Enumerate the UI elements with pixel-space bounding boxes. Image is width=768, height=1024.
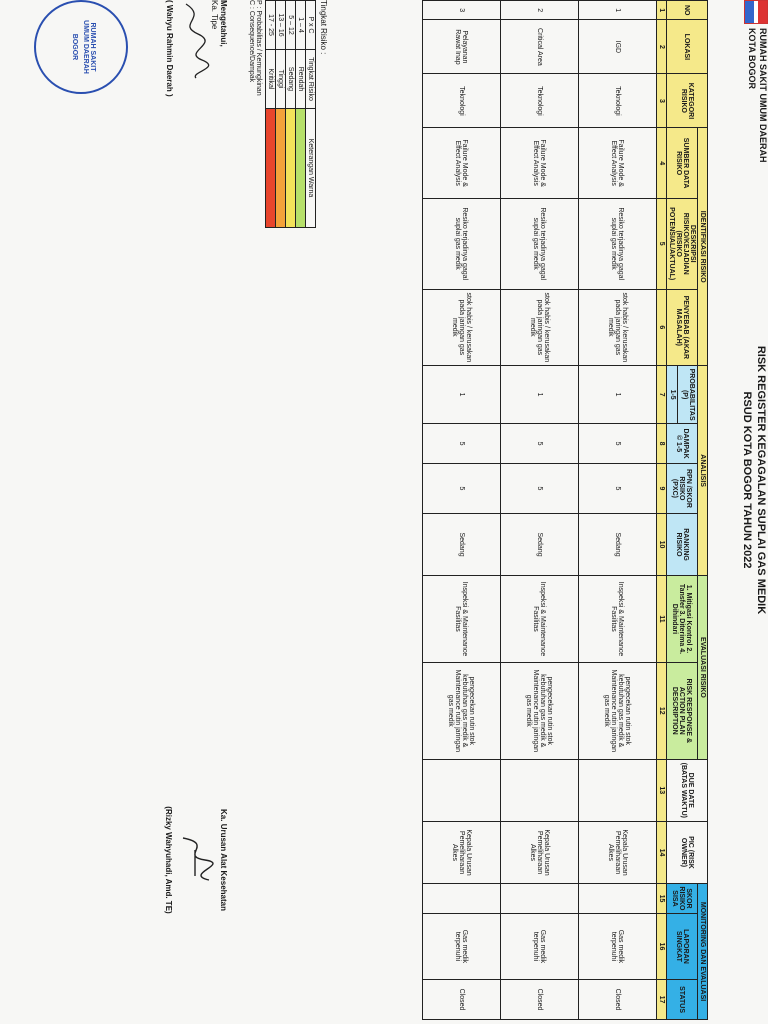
cell-lokasi: Pelayanan Rawat Inap [423, 20, 501, 74]
col-probabilitas: PROBABILITAS (P) [678, 366, 698, 424]
column-number: 12 [657, 662, 667, 759]
cell-penyebab: stok habis / kerusakan pada jaringan gas medik [579, 289, 657, 365]
cell-penyebab: stok habis / kerusakan pada jaringan gas medik [501, 289, 579, 365]
cell-due [579, 759, 657, 821]
left-signature-title: Ka. Tipe [210, 0, 219, 30]
col-lokasi: LOKASI [667, 20, 708, 74]
table-row [501, 1, 579, 1020]
legend-row [296, 1, 306, 228]
institution-line-1: RUMAH SAKIT UMUM DAERAH [758, 28, 768, 163]
column-number: 9 [657, 463, 667, 513]
column-number: 8 [657, 424, 667, 464]
cell-rpn: 5 [579, 463, 657, 513]
legend-level: Rendah [296, 50, 306, 109]
stamp-text-1: RUMAH SAKIT [89, 22, 96, 72]
column-number: 3 [657, 74, 667, 128]
cell-status: Closed [501, 980, 579, 1020]
cell-no: 2 [501, 1, 579, 20]
legend-row [266, 1, 276, 228]
cell-lokasi: IGD [579, 20, 657, 74]
col-rpn: RPN /SKOR RISIKO (PXC) [667, 463, 698, 513]
cell-ranking: Sedang [579, 513, 657, 575]
legend-note-p: P : Probabilitas / Kemungkinan [255, 0, 262, 96]
title-line-2: RSUD KOTA BOGOR TAHUN 2022 [741, 391, 753, 569]
col-kategori: KATEGORI RISIKO [667, 74, 708, 128]
cell-p: 1 [501, 366, 579, 424]
group-evaluasi: EVALUASI RISIKO [698, 576, 708, 760]
cell-ranking: Sedang [423, 513, 501, 575]
legend-range: 1 – 4 [296, 1, 306, 50]
cell-rpn: 5 [501, 463, 579, 513]
legend-row [286, 1, 296, 228]
legend-range: 5 – 12 [286, 1, 296, 50]
column-number: 13 [657, 759, 667, 821]
col-penyebab: PENYEBAB (AKAR MASALAH) [667, 289, 698, 365]
legend-level: Tinggi [276, 50, 286, 109]
column-number: 15 [657, 884, 667, 914]
left-signature-name: ( Wahyu Rahmin Daerah ) [165, 0, 174, 97]
column-number: 14 [657, 821, 667, 883]
cell-p: 1 [423, 366, 501, 424]
col-sumber: SUMBER DATA RISIKO [667, 128, 698, 198]
legend-note-c: C : Consequence/Dampak [248, 0, 255, 83]
right-signature-block [164, 770, 228, 950]
col-due: DUE DATE (BATAS WAKTU) [667, 759, 708, 821]
legend-col-pxc: P x C [306, 1, 316, 50]
legend-swatch [296, 109, 306, 228]
column-number: 7 [657, 366, 667, 424]
cell-sisa [579, 884, 657, 914]
cell-penyebab: stok habis / kerusakan pada jaringan gas medik [423, 289, 501, 365]
stamp-ring-text: BOGOR [71, 33, 78, 61]
legend-swatch [286, 109, 296, 228]
cell-response: pengecekan rutin stok kebutuhan gas medik & Maintenance rutin jaringan gas medik [579, 662, 657, 759]
column-number-row [657, 1, 667, 1020]
cell-sisa [423, 884, 501, 914]
column-number: 6 [657, 289, 667, 365]
table-row [423, 1, 501, 1020]
cell-sumber: Failure Mode & Effect Analysis [423, 128, 501, 198]
col-response: RISK RESPONSE & ACTION PLAN DESCRIPTION [667, 662, 698, 759]
cell-due [423, 759, 501, 821]
cell-pic: Kepala Urusan Pemeliharaan Alkes [579, 821, 657, 883]
cell-kategori: Teknologi [423, 74, 501, 128]
risk-register-table [422, 0, 708, 1020]
group-analisis: ANALISIS [698, 366, 708, 576]
col-no: NO [667, 1, 708, 20]
left-signature-role: Mengetahui, [219, 0, 228, 47]
cell-deskripsi: Resiko terjadinya gagal suplai gas medik [579, 198, 657, 289]
col-skor-sisa: SKOR RISIKO SISA [667, 884, 698, 914]
column-number: 2 [657, 20, 667, 74]
title-line-1: RISK REGISTER KEGAGALAN SUPLAI GAS MEDIK [755, 345, 767, 615]
cell-laporan: Gas medik terpenuhi [579, 913, 657, 979]
cell-laporan: Gas medik terpenuhi [501, 913, 579, 979]
cell-evaluasi: Inspeksi & Maintenance Fasilitas [579, 576, 657, 663]
cell-no: 3 [423, 1, 501, 20]
document-title [740, 280, 768, 680]
cell-pic: Kepala Urusan Pemeliharaan Alkes [501, 821, 579, 883]
cell-no: 1 [579, 1, 657, 20]
cell-rpn: 5 [423, 463, 501, 513]
column-number: 16 [657, 913, 667, 979]
col-evaluasi: 1. Mitigasi Kontrol 2. Tansfer 3. Diterima 4. Dihindari [667, 576, 698, 663]
group-monitoring: MONITORING DAN EVALUASI [698, 884, 708, 1020]
right-handwritten-signature [175, 830, 219, 890]
risk-legend [248, 0, 328, 228]
register-body [423, 1, 657, 1020]
cell-sumber: Failure Mode & Effect Analysis [501, 128, 579, 198]
cell-p: 1 [579, 366, 657, 424]
legend-level: Kritikal [266, 50, 276, 109]
col-dampak: DAMPAK © 1-5 [667, 424, 698, 464]
cell-kategori: Teknologi [501, 74, 579, 128]
legend-col-color: Keterangan Warna [306, 109, 316, 228]
column-number: 1 [657, 1, 667, 20]
column-number: 17 [657, 980, 667, 1020]
group-identifikasi: IDENTIFIKASI RISIKO [698, 128, 708, 366]
stamp-text-2: UMUM DAERAH [82, 20, 89, 74]
cell-status: Closed [423, 980, 501, 1020]
col-ranking: RANKING RISIKO [667, 513, 698, 575]
cell-pic: Kepala Urusan Pemeliharaan Alkes [423, 821, 501, 883]
cell-due [501, 759, 579, 821]
cell-ranking: Sedang [501, 513, 579, 575]
cell-response: pengecekan rutin stok kebutuhan gas medik & Maintenance rutin jaringan gas medik [501, 662, 579, 759]
col-deskripsi: DESKRIPSI RISIKO/KEJADIAN (RISIKO POTENSIAL/AKTUAL) [667, 198, 698, 289]
cell-deskripsi: Resiko terjadinya gagal suplai gas medik [501, 198, 579, 289]
right-signature-name: (Rizky Wahyuhadi, Amd. TE) [164, 806, 173, 914]
institution-line-2: KOTA BOGOR [747, 28, 757, 89]
legend-range: 17 - 25 [266, 1, 276, 50]
cell-c: 5 [501, 424, 579, 464]
cell-deskripsi: Resiko terjadinya gagal suplai gas medik [423, 198, 501, 289]
legend-col-level: Tingkat Risiko [306, 50, 316, 109]
legend-row [276, 1, 286, 228]
cell-sumber: Failure Mode & Effect Analysis [579, 128, 657, 198]
left-signature-block [165, 0, 228, 97]
table-row [579, 1, 657, 1020]
cell-response: pengecekan rutin stok kebutuhan gas medik & Maintenance rutin jaringan gas medik [423, 662, 501, 759]
column-number: 11 [657, 576, 667, 663]
col-probabilitas-range: 1-5 [667, 366, 678, 424]
cell-evaluasi: Inspeksi & Maintenance Fasilitas [501, 576, 579, 663]
legend-level: Sedang [286, 50, 296, 109]
hospital-logo [744, 0, 768, 24]
cell-evaluasi: Inspeksi & Maintenance Fasilitas [423, 576, 501, 663]
col-pic: PIC (RISK OWNER) [667, 821, 708, 883]
cell-laporan: Gas medik terpenuhi [423, 913, 501, 979]
col-laporan: LAPORAN SINGKAT [667, 913, 698, 979]
legend-range: 13 – 16 [276, 1, 286, 50]
legend-swatch [266, 109, 276, 228]
column-number: 5 [657, 198, 667, 289]
official-stamp [34, 0, 128, 94]
column-number: 10 [657, 513, 667, 575]
legend-swatch [276, 109, 286, 228]
right-signature-title: Ka. Urusan Alat Kesehatan [219, 809, 228, 911]
cell-c: 5 [579, 424, 657, 464]
cell-kategori: Teknologi [579, 74, 657, 128]
cell-sisa [501, 884, 579, 914]
left-handwritten-signature [176, 0, 210, 80]
legend-table [265, 0, 316, 228]
cell-c: 5 [423, 424, 501, 464]
institution-header [746, 28, 768, 163]
legend-title: Tingkat Risiko : [319, 0, 328, 55]
column-number: 4 [657, 128, 667, 198]
cell-lokasi: Critical Area [501, 20, 579, 74]
cell-status: Closed [579, 980, 657, 1020]
col-status: STATUS [667, 980, 698, 1020]
